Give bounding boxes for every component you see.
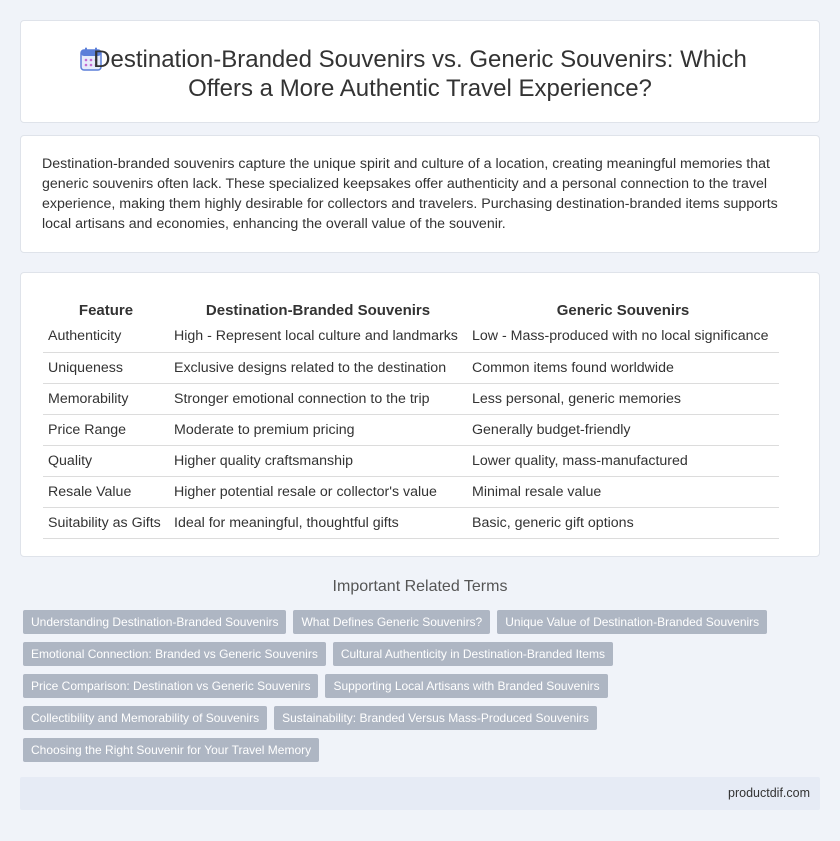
- page-title: [93, 45, 747, 103]
- tag-row: [23, 610, 783, 634]
- table-cell: Uniqueness: [43, 352, 169, 383]
- comparison-table: [43, 295, 779, 539]
- column-header-feature: Feature: [78, 302, 134, 319]
- table-row: [43, 507, 779, 538]
- tag-choosing-right-souvenir[interactable]: Choosing the Right Souvenir for Your Travel Memory: [23, 738, 319, 762]
- table-cell: Stronger emotional connection to the trip: [169, 383, 467, 414]
- table-cell: Basic, generic gift options: [467, 507, 779, 538]
- tag-row: [23, 642, 783, 666]
- tag-understanding-destination-branded[interactable]: Understanding Destination-Branded Souvenirs: [23, 610, 286, 634]
- table-cell: Moderate to premium pricing: [169, 414, 467, 445]
- table-cell: Ideal for meaningful, thoughtful gifts: [169, 507, 467, 538]
- comparison-table-card: [20, 272, 820, 557]
- table-header-row: [43, 295, 779, 321]
- table-cell: Memorability: [43, 383, 169, 414]
- column-header-generic: Generic Souvenirs: [556, 302, 690, 319]
- table-cell: Higher quality craftsmanship: [169, 445, 467, 476]
- table-row: [43, 352, 779, 383]
- table-cell: Generally budget-friendly: [467, 414, 779, 445]
- table-row: [43, 476, 779, 507]
- related-terms-tags: [23, 610, 783, 770]
- tag-price-comparison[interactable]: Price Comparison: Destination vs Generic Souvenirs: [23, 674, 318, 698]
- table-row: [43, 445, 779, 476]
- tag-row: [23, 674, 783, 698]
- table-cell: Price Range: [43, 414, 169, 445]
- table-cell: Less personal, generic memories: [467, 383, 779, 414]
- tag-emotional-connection[interactable]: Emotional Connection: Branded vs Generic Souvenirs: [23, 642, 326, 666]
- table-row: [43, 414, 779, 445]
- table-cell: Low - Mass-produced with no local significance: [467, 321, 779, 352]
- tag-sustainability[interactable]: Sustainability: Branded Versus Mass-Produced Souvenirs: [274, 706, 597, 730]
- tag-what-defines-generic[interactable]: What Defines Generic Souvenirs?: [293, 610, 490, 634]
- table-cell: Suitability as Gifts: [43, 507, 169, 538]
- tag-cultural-authenticity[interactable]: Cultural Authenticity in Destination-Branded Items: [333, 642, 613, 666]
- table-cell: Minimal resale value: [467, 476, 779, 507]
- table-cell: Authenticity: [43, 321, 169, 352]
- footer-site-link[interactable]: productdif.com: [728, 786, 810, 800]
- table-cell: Higher potential resale or collector's value: [169, 476, 467, 507]
- intro-paragraph: Destination-branded souvenirs capture the unique spirit and culture of a location, creating meaningful memories that generic souvenirs often lack. These specialized keepsakes offer authenticity and a personal connection to the travel experience, making them highly desirable for collectors and travelers. Purchasing destination-branded items supports local artisans and economies, enhancing the overall value of the souvenir.: [42, 156, 778, 232]
- header-card: [20, 20, 820, 123]
- table-cell: Resale Value: [43, 476, 169, 507]
- tag-collectibility[interactable]: Collectibility and Memorability of Souvenirs: [23, 706, 267, 730]
- table-cell: Exclusive designs related to the destination: [169, 352, 467, 383]
- table-cell: Quality: [43, 445, 169, 476]
- intro-card: [20, 135, 820, 253]
- footer: [20, 777, 820, 810]
- tag-supporting-local-artisans[interactable]: Supporting Local Artisans with Branded Souvenirs: [325, 674, 607, 698]
- table-row: [43, 321, 779, 352]
- column-header-destination-branded: Destination-Branded Souvenirs: [205, 302, 431, 319]
- table-cell: Common items found worldwide: [467, 352, 779, 383]
- table-row: [43, 383, 779, 414]
- tag-unique-value[interactable]: Unique Value of Destination-Branded Souvenirs: [497, 610, 767, 634]
- table-cell: High - Represent local culture and landmarks: [169, 321, 467, 352]
- page-title-line-2: Offers a More Authentic Travel Experience?: [188, 75, 652, 102]
- page-title-line-1: Destination-Branded Souvenirs vs. Generic Souvenirs: Which: [93, 46, 747, 73]
- tag-row: [23, 738, 783, 762]
- related-terms-heading: Important Related Terms: [332, 578, 508, 595]
- tag-row: [23, 706, 783, 730]
- table-cell: Lower quality, mass-manufactured: [467, 445, 779, 476]
